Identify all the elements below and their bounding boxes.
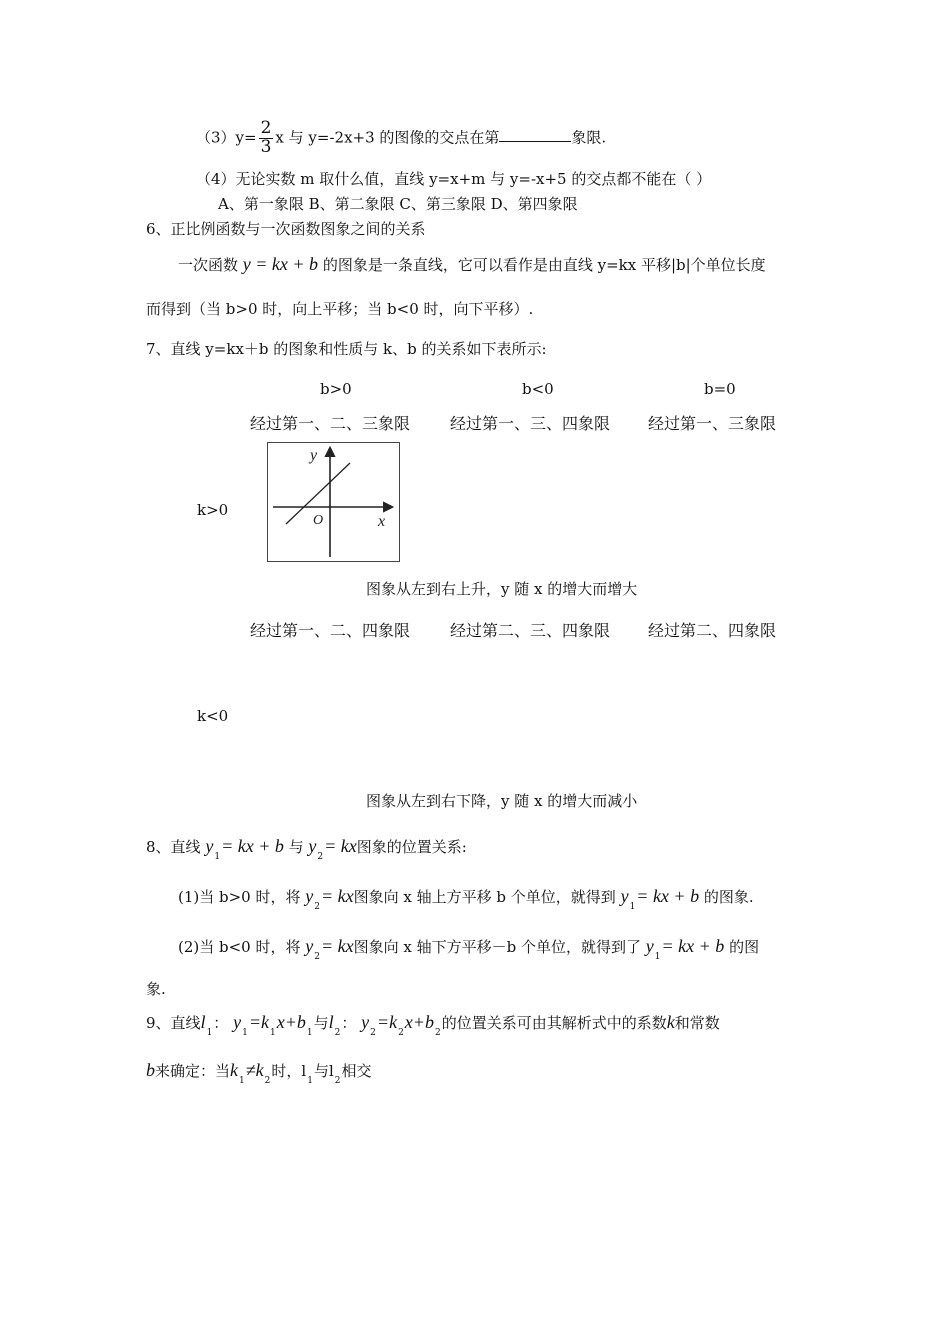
section-6-heading: 6、正比例函数与一次函数图象之间的关系	[146, 220, 426, 238]
section-6-paragraph-line2: 而得到（当 b>0 时，向上平移；当 b<0 时，向下平移）.	[146, 300, 534, 318]
row2-cell-2: 经过第二、三、四象限	[450, 621, 611, 640]
y-axis-label: y	[310, 447, 318, 464]
section-7-heading: 7、直线 y=kx＋b 的图象和性质与 k、b 的关系如下表所示:	[146, 340, 547, 358]
row1-cell-1: 经过第一、二、三象限	[250, 414, 411, 433]
section-8-heading: 8、直线 $y_1=$ kx + b 与 $y_2=$ kx图象的位置关系:	[146, 836, 467, 862]
graph-svg	[268, 443, 399, 561]
section-9-line1: 9、直线$l_1$： $y_1=k_1x+b_1$与$l_2$： $y_2=k_2x+b_2$的位置关系可由其解析式中的系数k和常数	[146, 1012, 720, 1038]
section-8-item-1: (1)当 b>0 时，将 $y_2=$ kx图象向 x 轴上方平移 b 个单位，就得到 $y_1=$ kx + b 的图象.	[178, 886, 754, 912]
row2-summary: 图象从左到右下降，y 随 x 的增大而减小	[366, 792, 638, 810]
formula-y-kx-b: y = kx + b	[242, 254, 319, 274]
row1-summary: 图象从左到右上升，y 随 x 的增大而增大	[366, 580, 638, 598]
col-header-b-negative: b<0	[522, 380, 554, 398]
section-8-item-2: (2)当 b<0 时，将 $y_2=$ kx图象向 x 轴下方平移－b 个单位，就得到了 $y_1=$ kx + b 的图	[178, 936, 760, 962]
section-9-line2: b来确定：当$k_1\ne k_2$时，$l_1$与$l_2$相交	[146, 1060, 372, 1086]
row2-cell-3: 经过第二、四象限	[648, 621, 777, 640]
row1-label-k-positive: k>0	[197, 501, 229, 519]
question-4: （4）无论实数 m 取什么值，直线 y=x+m 与 y=-x+5 的交点都不能在（ ）	[196, 170, 712, 188]
increasing-line-graph	[267, 442, 400, 562]
question-4-options: A、第一象限 B、第二象限 C、第三象限 D、第四象限	[218, 195, 578, 213]
fraction-two-thirds: $\frac{2}{3}$	[260, 118, 272, 157]
row2-cell-1: 经过第一、二、四象限	[250, 621, 411, 640]
section-6-paragraph-line1: 一次函数 y = kx + b 的图象是一条直线，它可以看作是由直线 y=kx 平移|b|个单位长度	[178, 254, 766, 274]
row2-label-k-negative: k<0	[197, 707, 229, 725]
section-8-item-2-cont: 象.	[146, 980, 166, 998]
col-header-b-zero: b=0	[704, 380, 736, 398]
row1-cell-3: 经过第一、三象限	[648, 414, 777, 433]
x-axis-label: x	[378, 513, 386, 530]
question-3: （3）y= $\frac{2}{3}$ x 与 y=-2x+3 的图像的交点在第 象限.	[196, 118, 607, 157]
row1-cell-2: 经过第一、三、四象限	[450, 414, 611, 433]
origin-label: O	[313, 513, 324, 528]
col-header-b-positive: b>0	[320, 380, 352, 398]
answer-blank	[499, 127, 571, 142]
